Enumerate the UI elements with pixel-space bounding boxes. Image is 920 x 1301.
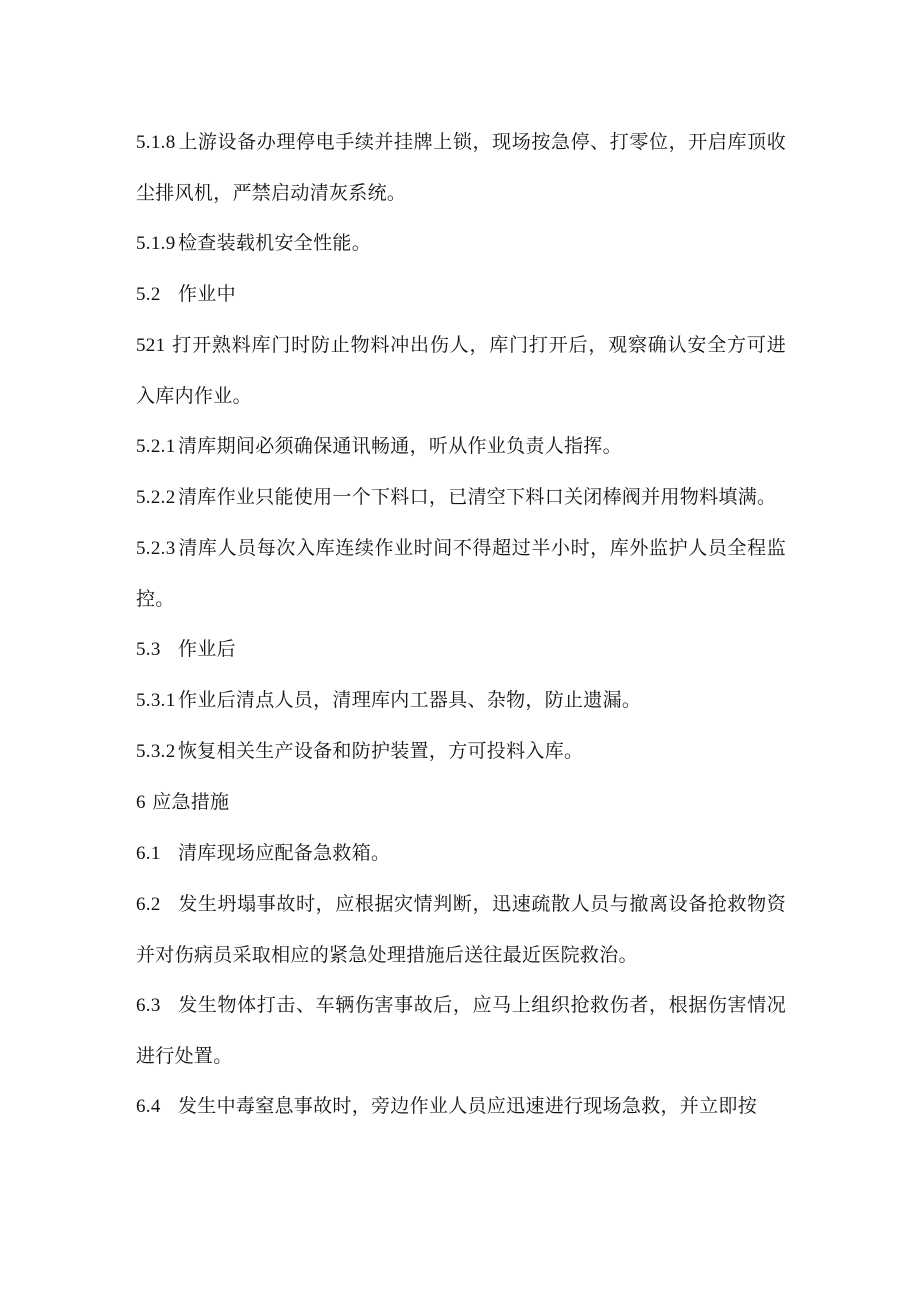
section-text: 发生坍塌事故时，应根据灾情判断，迅速疏散人员与撤离设备抢救物资并对伤病员采取相应的紧急处理措施后送往最近医院救治。 [136, 893, 786, 966]
section-number: 5.2 [136, 284, 161, 305]
section-text: 恢复相关生产设备和防护装置，方可投料入库。 [178, 740, 584, 762]
section-number: 5.1.9 [136, 233, 176, 254]
section-paragraph [136, 675, 786, 726]
section-number: 6.2 [136, 894, 161, 915]
section-text: 发生物体打击、车辆伤害事故后，应马上组织抢救伤者，根据伤害情况进行处置。 [136, 994, 786, 1067]
section-number: 6.1 [136, 843, 161, 864]
section-paragraph [136, 828, 786, 879]
section-number: 5.1.8 [136, 132, 176, 153]
section-text: 上游设备办理停电手续并挂牌上锁，现场按急停、打零位，开启库顶收尘排风机，严禁启动清灰系统。 [136, 131, 786, 204]
section-paragraph [136, 1081, 786, 1132]
section-paragraph [136, 777, 786, 828]
section-number: 6 [136, 792, 146, 813]
section-text: 应急措施 [152, 791, 230, 813]
section-text: 清库作业只能使用一个下料口，已清空下料口关闭棒阀并用物料填满。 [178, 486, 777, 508]
section-number: 5.3 [136, 639, 161, 660]
section-number: 5.2.2 [136, 487, 176, 508]
section-paragraph [136, 218, 786, 269]
section-paragraph [136, 523, 786, 624]
document-body [136, 117, 786, 1132]
section-paragraph [136, 421, 786, 472]
section-number: 5.3.1 [136, 690, 176, 711]
section-paragraph [136, 472, 786, 523]
section-paragraph [136, 879, 786, 980]
section-text: 清库人员每次入库连续作业时间不得超过半小时，库外监护人员全程监控。 [136, 537, 786, 610]
section-text: 发生中毒窒息事故时，旁边作业人员应迅速进行现场急救，并立即按 [178, 1095, 758, 1117]
section-paragraph [136, 726, 786, 777]
section-text: 作业中 [178, 283, 236, 305]
section-text: 检查装载机安全性能。 [178, 232, 372, 254]
section-number: 6.3 [136, 995, 161, 1016]
section-paragraph [136, 269, 786, 320]
section-text: 作业后 [178, 638, 236, 660]
section-text: 清库现场应配备急救箱。 [178, 842, 391, 864]
section-paragraph [136, 980, 786, 1081]
section-number: 6.4 [136, 1096, 161, 1117]
section-number: 5.2.3 [136, 538, 176, 559]
section-paragraph [136, 320, 786, 421]
section-text: 打开熟料库门时防止物料冲出伤人，库门打开后，观察确认安全方可进入库内作业。 [136, 334, 786, 407]
section-text: 作业后清点人员，清理库内工器具、杂物，防止遗漏。 [178, 689, 642, 711]
section-number: 521 [136, 335, 166, 356]
section-paragraph [136, 624, 786, 675]
section-text: 清库期间必须确保通讯畅通，听从作业负责人指挥。 [178, 435, 622, 457]
section-number: 5.3.2 [136, 741, 176, 762]
section-paragraph [136, 117, 786, 218]
section-number: 5.2.1 [136, 436, 176, 457]
